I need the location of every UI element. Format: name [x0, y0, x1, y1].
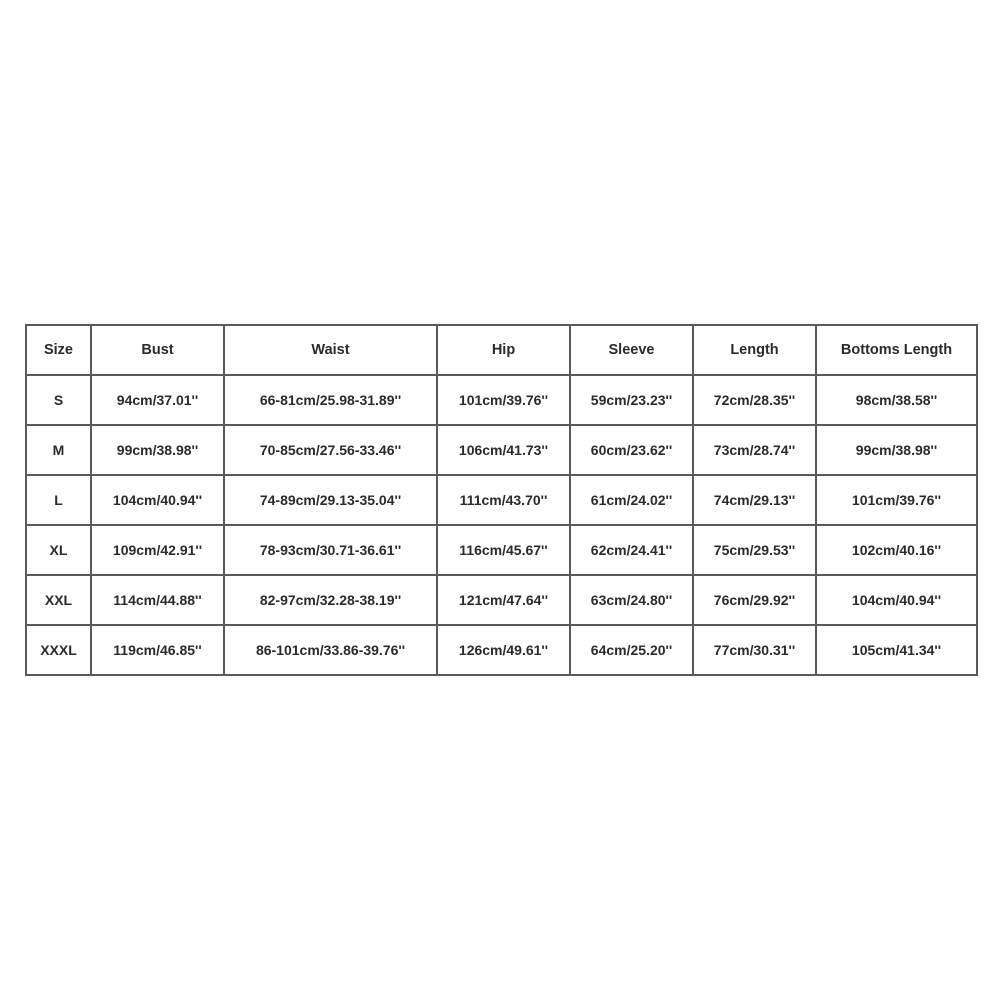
header-hip: Hip	[437, 325, 570, 375]
size-cell: M	[26, 425, 91, 475]
size-cell: S	[26, 375, 91, 425]
hip-cell: 121cm/47.64''	[437, 575, 570, 625]
table-row	[26, 575, 977, 625]
sleeve-cell: 62cm/24.41''	[570, 525, 693, 575]
table-body	[26, 375, 977, 675]
header-size: Size	[26, 325, 91, 375]
table-row	[26, 425, 977, 475]
table-row	[26, 625, 977, 675]
size-cell: L	[26, 475, 91, 525]
header-sleeve: Sleeve	[570, 325, 693, 375]
header-waist: Waist	[224, 325, 437, 375]
bust-cell: 114cm/44.88''	[91, 575, 224, 625]
bottoms-length-cell: 104cm/40.94''	[816, 575, 977, 625]
waist-cell: 78-93cm/30.71-36.61''	[224, 525, 437, 575]
bottoms-length-cell: 101cm/39.76''	[816, 475, 977, 525]
sleeve-cell: 60cm/23.62''	[570, 425, 693, 475]
sleeve-cell: 63cm/24.80''	[570, 575, 693, 625]
bust-cell: 109cm/42.91''	[91, 525, 224, 575]
bust-cell: 99cm/38.98''	[91, 425, 224, 475]
header-length: Length	[693, 325, 816, 375]
hip-cell: 126cm/49.61''	[437, 625, 570, 675]
waist-cell: 66-81cm/25.98-31.89''	[224, 375, 437, 425]
size-cell: XXXL	[26, 625, 91, 675]
bust-cell: 94cm/37.01''	[91, 375, 224, 425]
bottoms-length-cell: 102cm/40.16''	[816, 525, 977, 575]
hip-cell: 111cm/43.70''	[437, 475, 570, 525]
length-cell: 76cm/29.92''	[693, 575, 816, 625]
bottoms-length-cell: 98cm/38.58''	[816, 375, 977, 425]
length-cell: 77cm/30.31''	[693, 625, 816, 675]
table-row	[26, 475, 977, 525]
bust-cell: 104cm/40.94''	[91, 475, 224, 525]
size-chart-table	[25, 324, 978, 676]
sleeve-cell: 64cm/25.20''	[570, 625, 693, 675]
size-cell: XL	[26, 525, 91, 575]
sleeve-cell: 61cm/24.02''	[570, 475, 693, 525]
table-row	[26, 525, 977, 575]
bottoms-length-cell: 99cm/38.98''	[816, 425, 977, 475]
bottoms-length-cell: 105cm/41.34''	[816, 625, 977, 675]
waist-cell: 74-89cm/29.13-35.04''	[224, 475, 437, 525]
length-cell: 73cm/28.74''	[693, 425, 816, 475]
hip-cell: 106cm/41.73''	[437, 425, 570, 475]
waist-cell: 82-97cm/32.28-38.19''	[224, 575, 437, 625]
bust-cell: 119cm/46.85''	[91, 625, 224, 675]
size-cell: XXL	[26, 575, 91, 625]
sleeve-cell: 59cm/23.23''	[570, 375, 693, 425]
header-bottoms-length: Bottoms Length	[816, 325, 977, 375]
waist-cell: 86-101cm/33.86-39.76''	[224, 625, 437, 675]
hip-cell: 116cm/45.67''	[437, 525, 570, 575]
header-row	[26, 325, 977, 375]
header-bust: Bust	[91, 325, 224, 375]
length-cell: 74cm/29.13''	[693, 475, 816, 525]
length-cell: 72cm/28.35''	[693, 375, 816, 425]
hip-cell: 101cm/39.76''	[437, 375, 570, 425]
length-cell: 75cm/29.53''	[693, 525, 816, 575]
waist-cell: 70-85cm/27.56-33.46''	[224, 425, 437, 475]
table-header	[26, 325, 977, 375]
table-row	[26, 375, 977, 425]
